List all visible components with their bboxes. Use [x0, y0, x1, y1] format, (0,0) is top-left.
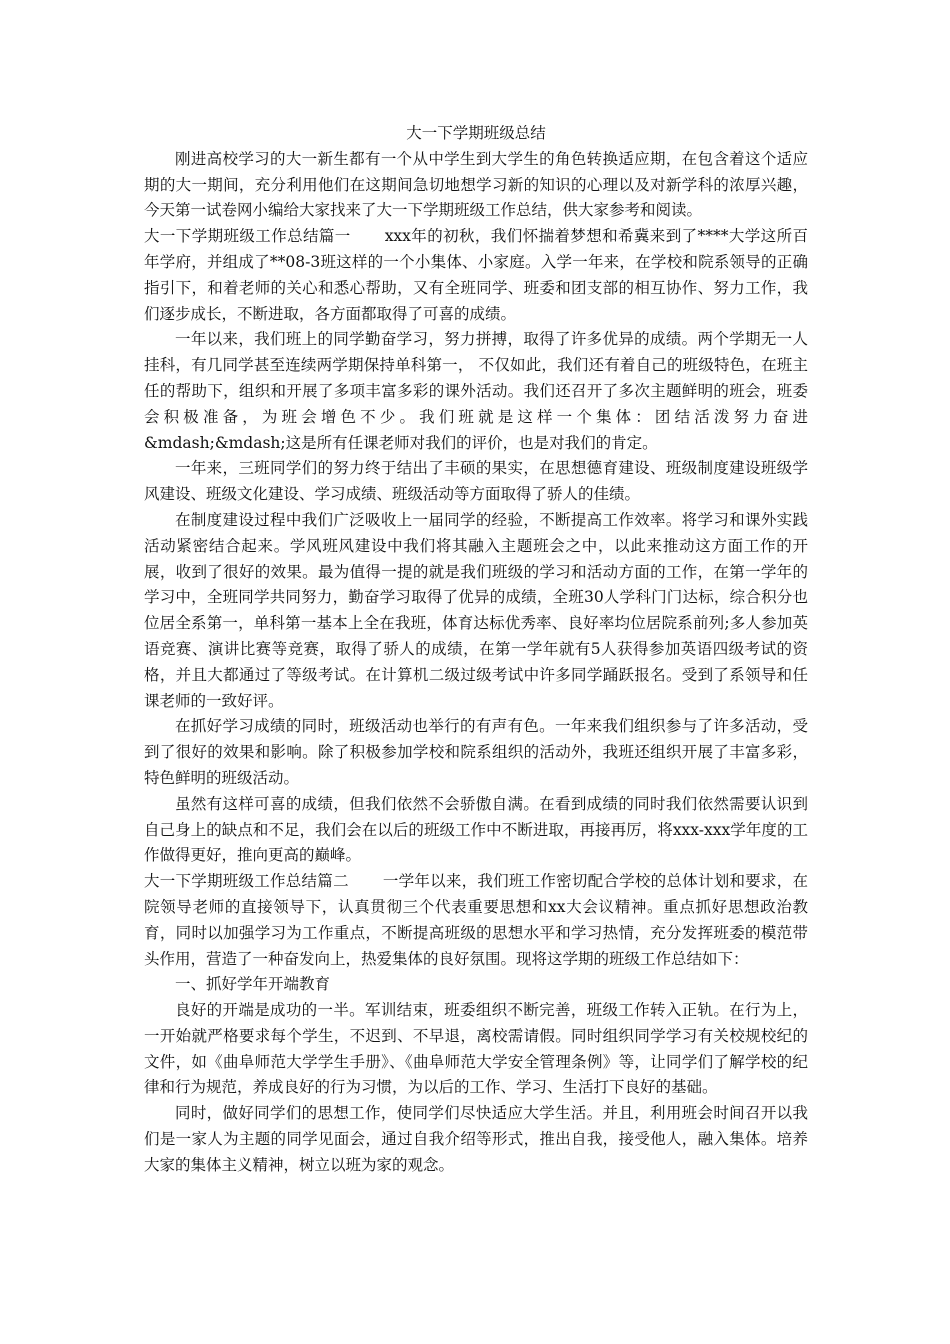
section1-lead-text: xxx年的初秋，我们怀揣着梦想和希冀来到了****大学这所百年学府，并组成了**08-3班这样的一个小集体、小家庭。入学一年来，在学校和院系领导的正确指引下，和着老师的关心和悉心帮助，又有全班同学、班委和团支部的相互协作、努力工作，我们逐步成长，不断进取，各方面都取得了可喜的成绩。 [144, 227, 808, 323]
section1-lead-paragraph [144, 224, 808, 327]
section2-subheading: 一、抓好学年开端教育 [175, 975, 331, 994]
document-page [144, 121, 808, 1179]
section2-lead-paragraph [144, 869, 808, 972]
section2-lead-text: 一学年以来，我们班工作密切配合学校的总体计划和要求，在院领导老师的直接领导下，认真贯彻三个代表重要思想和xx大会议精神。重点抓好思想政治教育，同时以加强学习为工作重点，不断提高班级的思想水平和学习热情，充分发挥班委的模范带头作用，营造了一种奋发向上，热爱集体的良好氛围。现将这学期的班级工作总结如下： [144, 872, 808, 968]
section1-heading: 大一下学期班级工作总结篇一 [144, 227, 351, 246]
section2-paragraph: 良好的开端是成功的一半。军训结束，班委组织不断完善，班级工作转入正轨。在行为上，一开始就严格要求每个学生，不迟到、不早退，离校需请假。同时组织同学学习有关校规校纪的文件，如《曲阜师范大学学生手册》、《曲阜师范大学安全管理条例》等，让同学们了解学校的纪律和行为规范，养成良好的行为习惯，为以后的工作、学习、生活打下良好的基础。 [144, 1001, 808, 1097]
section1-paragraph: 一年以来，我们班上的同学勤奋学习，努力拼搏，取得了许多优异的成绩。两个学期无一人挂科，有几同学甚至连续两学期保持单科第一， 不仅如此，我们还有着自己的班级特色，在班主任的帮助下，组织和开展了多项丰富多彩的课外活动。我们还召开了多次主题鲜明的班会，班委会积极准备，为班会增色不少。我们班就是这样一个集体：团结活泼努力奋进&mdash;&mdash;这是所有任课老师对我们的评价，也是对我们的肯定。 [144, 330, 808, 452]
intro-paragraph: 刚进高校学习的大一新生都有一个从中学生到大学生的角色转换适应期，在包含着这个适应期的大一期间，充分利用他们在这期间急切地想学习新的知识的心理以及对新学科的浓厚兴趣，今天第一试卷网小编给大家找来了大一下学期班级工作总结，供大家参考和阅读。 [144, 149, 808, 220]
section2-heading: 大一下学期班级工作总结篇二 [144, 872, 349, 891]
section1-paragraph: 在抓好学习成绩的同时，班级活动也举行的有声有色。一年来我们组织参与了许多活动，受到了很好的效果和影响。除了积极参加学校和院系组织的活动外，我班还组织开展了丰富多彩，特色鲜明的班级活动。 [144, 717, 808, 787]
document-title: 大一下学期班级总结 [406, 124, 546, 142]
section1-paragraph: 在制度建设过程中我们广泛吸收上一届同学的经验，不断提高工作效率。将学习和课外实践活动紧密结合起来。学风班风建设中我们将其融入主题班会之中，以此来推动这方面工作的开展，收到了很好的效果。最为值得一提的就是我们班级的学习和活动方面的工作，在第一学年的学习中，全班同学共同努力，勤奋学习取得了优异的成绩，全班30人学科门门达标，综合积分也位居全系第一，单科第一基本上全在我班，体育达标优秀率、良好率均位居院系前列;多人参加英语竞赛、演讲比赛等竞赛，取得了骄人的成绩，在第一学年就有5人获得参加英语四级考试的资格，并且大都通过了等级考试。在计算机二级过级考试中许多同学踊跃报名。受到了系领导和任课老师的一致好评。 [144, 510, 808, 710]
section1-paragraph: 虽然有这样可喜的成绩，但我们依然不会骄傲自满。在看到成绩的同时我们依然需要认识到自己身上的缺点和不足，我们会在以后的班级工作中不断进取，再接再厉，将xxx-xxx学年度的工作做得更好，推向更高的巅峰。 [144, 794, 808, 865]
section1-paragraph: 一年来，三班同学们的努力终于结出了丰硕的果实，在思想德育建设、班级制度建设班级学风建设、班级文化建设、学习成绩、班级活动等方面取得了骄人的佳绩。 [144, 459, 808, 504]
section2-paragraph: 同时，做好同学们的思想工作，使同学们尽快适应大学生活。并且，利用班会时间召开以我们是一家人为主题的同学见面会，通过自我介绍等形式，推出自我，接受他人，融入集体。培养大家的集体主义精神，树立以班为家的观念。 [144, 1104, 808, 1174]
